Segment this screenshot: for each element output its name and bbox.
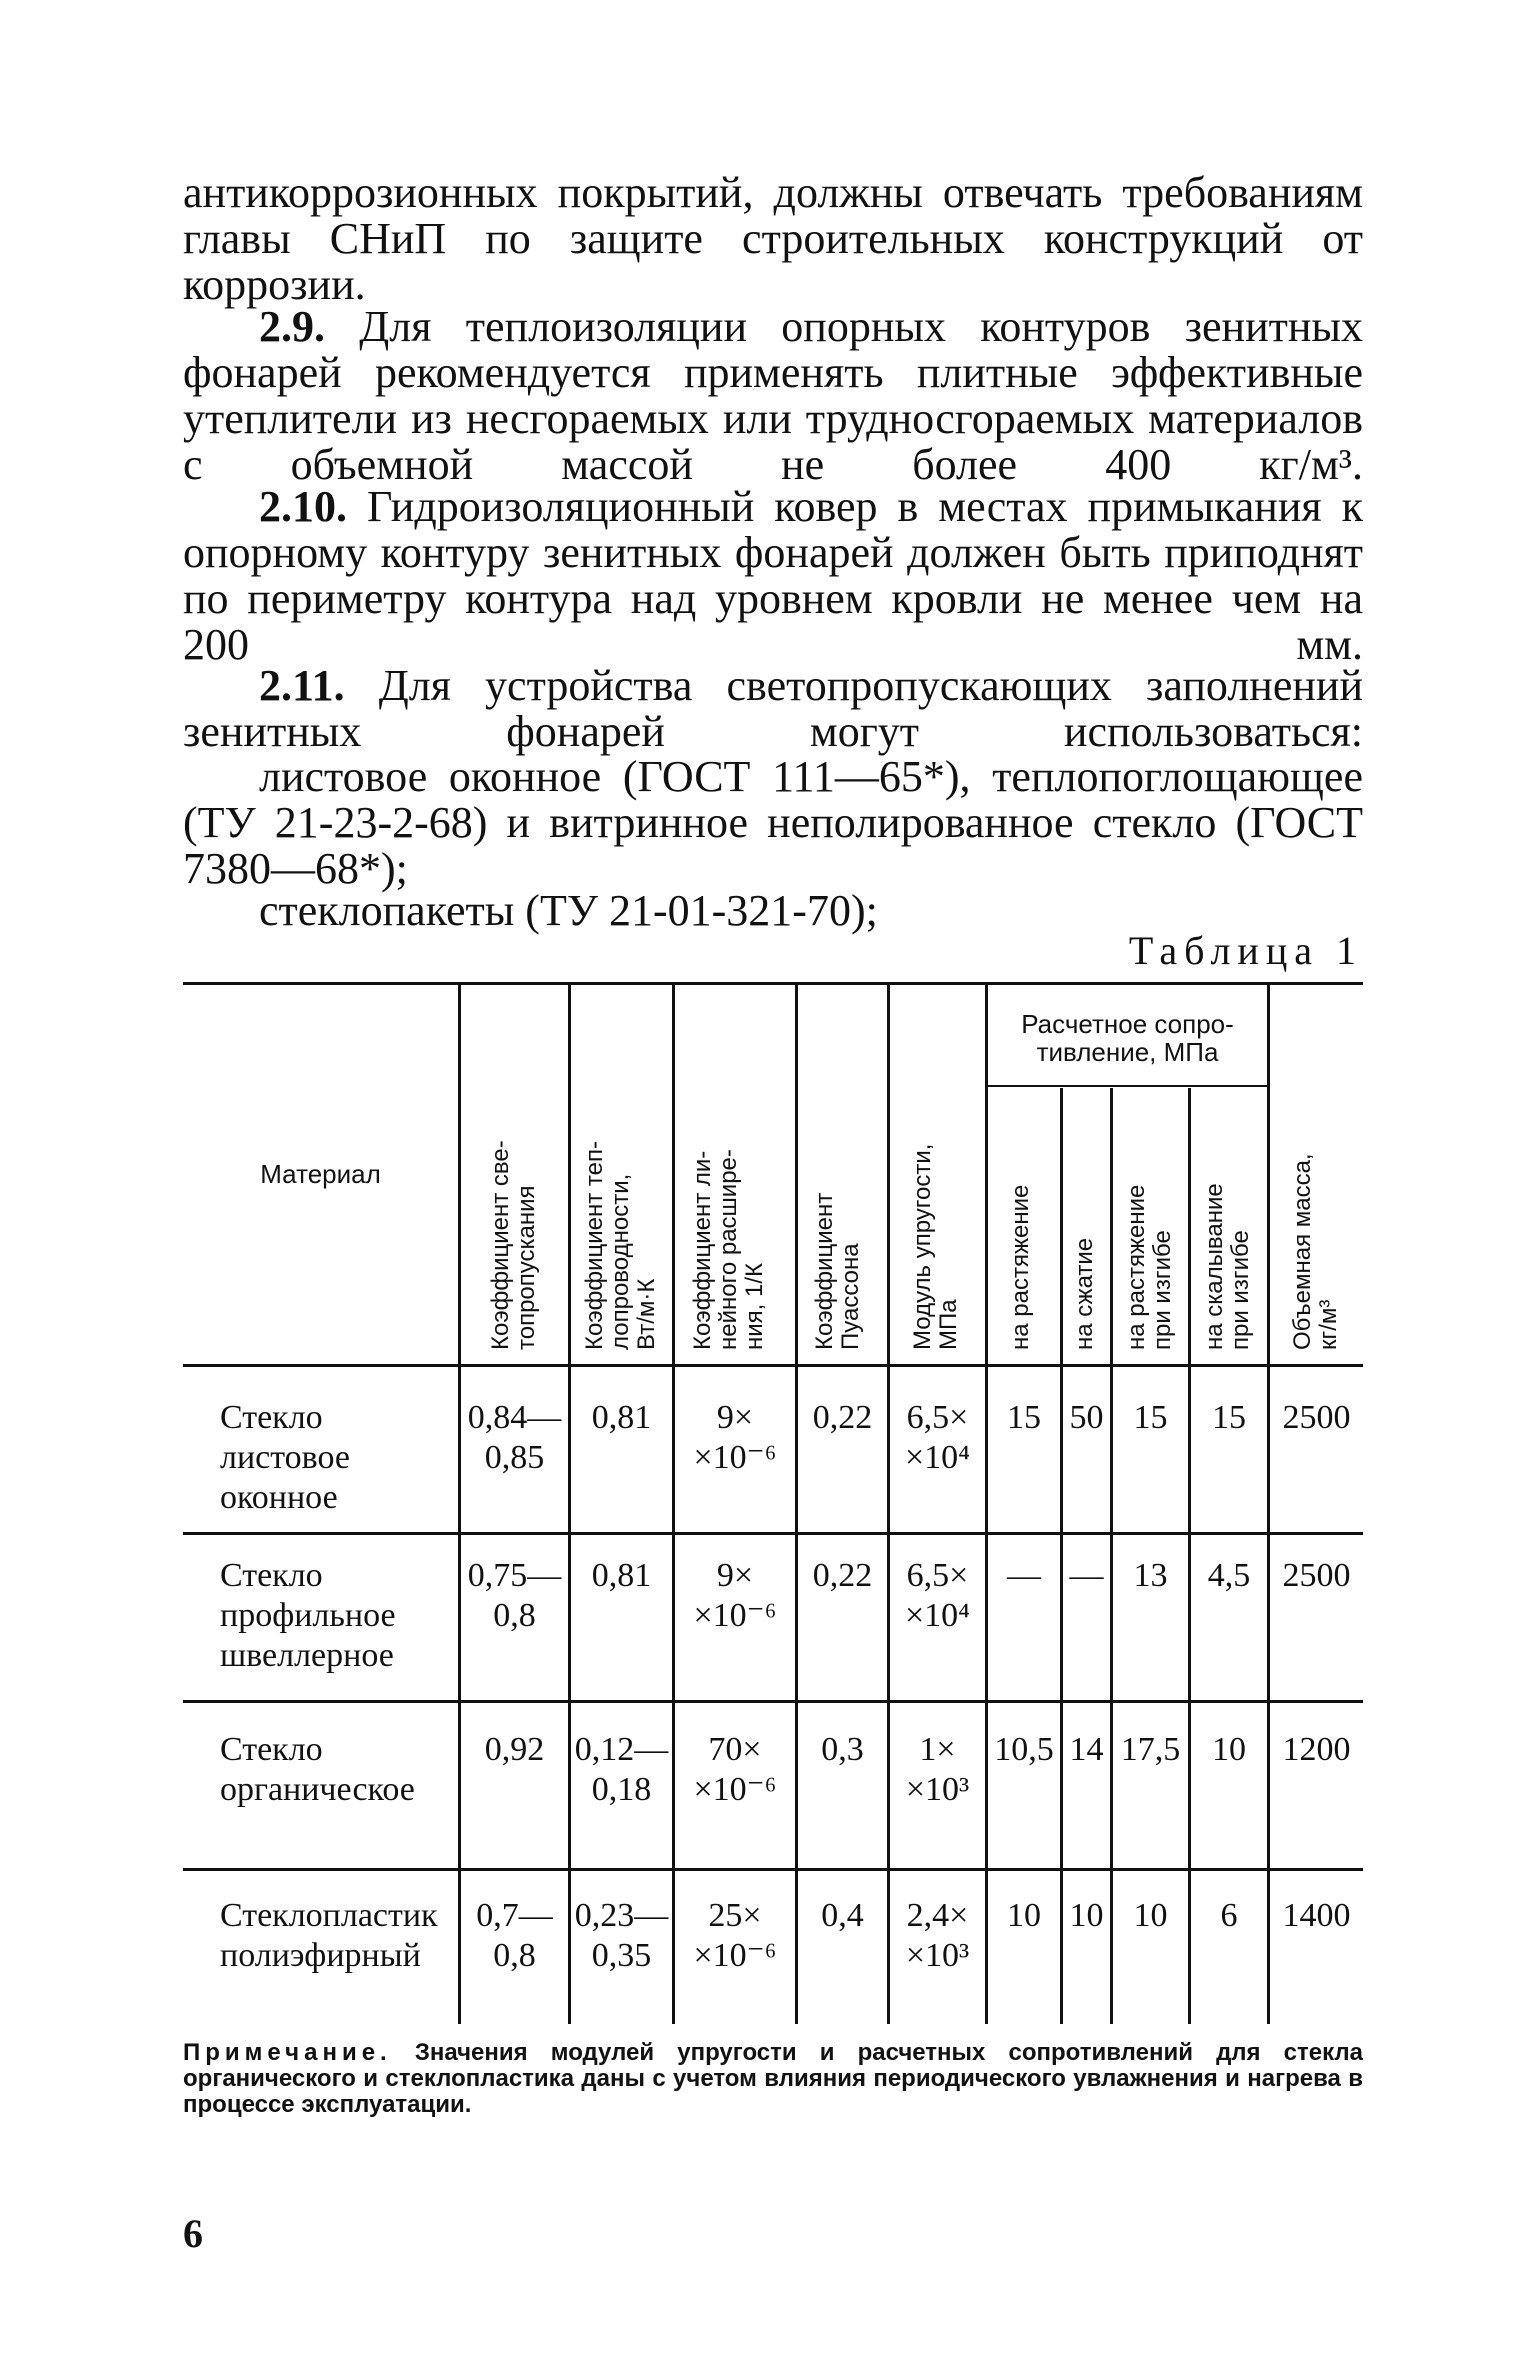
cell-material: Стекло органическое [220, 1731, 415, 1808]
cell-density: 2500 [1282, 1557, 1351, 1594]
header-linear-expansion: Коэффициент ли- нейного расшире- ния, 1/К [689, 1149, 768, 1350]
clause-number: 2.9. [259, 302, 325, 351]
header-tension: на растяжение [1007, 1184, 1034, 1350]
cell-tension-bend: 15 [1133, 1399, 1168, 1436]
header-shear-bend: на скалывание при изгибе [1201, 1183, 1254, 1350]
table-note [183, 2040, 1363, 2118]
cell-density: 2500 [1282, 1399, 1351, 1436]
cell-modulus: 6,5× ×10⁴ [904, 1557, 971, 1634]
paragraph-glass-list: листовое оконное (ГОСТ 111—65*), теплопоглощающее (ТУ 21-23-2-68) и витринное неполированное стекло (ГОСТ 7380—68*); [183, 752, 1363, 893]
cell-light: 0,92 [484, 1731, 545, 1768]
page-number: 6 [183, 2211, 203, 2256]
cell-modulus: 6,5× ×10⁴ [904, 1399, 971, 1476]
clause-number: 2.11. [259, 661, 345, 710]
header-material: Материал [260, 1159, 381, 1189]
cell-thermal: 0,81 [591, 1557, 652, 1594]
header-compression: на сжатие [1071, 1237, 1098, 1350]
header-modulus: Модуль упругости, МПа [909, 1143, 962, 1350]
cell-density: 1200 [1282, 1731, 1351, 1768]
paragraph-2-10 [183, 484, 1363, 668]
cell-shear-bend: 15 [1212, 1399, 1246, 1436]
cell-material: Стекло профильное швеллерное [220, 1557, 396, 1674]
paragraph-intro: антикоррозионных покрытий, должны отвечать требованиям главы СНиП по защите строительных конструкций от коррозии. [183, 168, 1363, 309]
note-lead: Примечание. [183, 2039, 392, 2066]
cell-material: Стеклопластик полиэфирный [220, 1897, 438, 1974]
cell-tension: 10 [1007, 1897, 1041, 1934]
cell-tension-bend: 17,5 [1120, 1731, 1181, 1768]
cell-thermal: 0,12— 0,18 [574, 1731, 669, 1808]
header-tension-bend: на растяжение при изгибе [1123, 1184, 1176, 1350]
clause-text: Для теплоизоляции опорных контуров зенитных фонарей рекомендуется применять плитные эффективные утеплители из несгораемых или трудносгораемых материалов с объемной массой не более 400 кг/м³. [183, 302, 1363, 489]
cell-tension: — [1007, 1557, 1041, 1594]
cell-poisson: 0,22 [812, 1399, 873, 1436]
note-text: Значения модулей упругости и расчетных сопротивлений для стекла органического и стеклопластика даны с учетом влияния периодического увлажнения и нагрева в процессе эксплуатации. [183, 2039, 1363, 2118]
paragraph-2-9 [183, 304, 1363, 488]
header-resistance-group: Расчетное сопро- тивление, МПа [1021, 1009, 1234, 1067]
clause-text: Гидроизоляционный ковер в местах примыкания к опорному контуру зенитных фонарей должен быть приподнят по периметру контура над уровнем кровли не менее чем на 200 мм. [183, 482, 1364, 669]
paragraph-2-11 [183, 663, 1363, 755]
cell-expansion: 25× ×10⁻⁶ [693, 1897, 777, 1974]
cell-density: 1400 [1282, 1897, 1351, 1934]
cell-modulus: 1× ×10³ [905, 1731, 970, 1808]
paragraph-glass-units: стеклопакеты (ТУ 21-01-321-70); [259, 886, 878, 935]
cell-expansion: 9× ×10⁻⁶ [693, 1557, 777, 1634]
cell-light: 0,75— 0,8 [467, 1557, 562, 1634]
cell-compression: 10 [1069, 1897, 1104, 1934]
header-thermal-conductivity: Коэффициент теп- лопроводности, Вт/м·К [581, 1141, 660, 1350]
cell-poisson: 0,4 [821, 1897, 864, 1934]
cell-tension: 10,5 [994, 1731, 1054, 1768]
cell-light: 0,84— 0,85 [467, 1399, 562, 1476]
clause-number: 2.10. [259, 482, 347, 531]
header-poisson: Коэффициент Пуассона [811, 1192, 864, 1350]
cell-light: 0,7— 0,8 [476, 1897, 553, 1974]
cell-modulus: 2,4× ×10³ [905, 1897, 970, 1974]
cell-expansion: 70× ×10⁻⁶ [693, 1731, 777, 1808]
cell-compression: 14 [1069, 1731, 1104, 1768]
cell-tension-bend: 10 [1133, 1897, 1168, 1934]
cell-compression: 50 [1069, 1399, 1104, 1436]
cell-shear-bend: 4,5 [1207, 1557, 1251, 1594]
cell-thermal: 0,23— 0,35 [574, 1897, 669, 1974]
cell-shear-bend: 6 [1220, 1897, 1238, 1934]
cell-shear-bend: 10 [1212, 1731, 1246, 1768]
cell-compression: — [1069, 1557, 1104, 1594]
cell-material: Стекло листовое оконное [220, 1399, 350, 1516]
cell-poisson: 0,3 [821, 1731, 864, 1768]
cell-thermal: 0,81 [591, 1399, 652, 1436]
header-density: Объемная масса, кг/м³ [1289, 1153, 1342, 1350]
cell-poisson: 0,22 [812, 1557, 873, 1594]
cell-tension-bend: 13 [1133, 1557, 1168, 1594]
cell-tension: 15 [1007, 1399, 1041, 1436]
clause-text: Для устройства светопропускающих заполнений зенитных фонарей могут использоваться: [183, 661, 1364, 756]
cell-expansion: 9× ×10⁻⁶ [693, 1399, 777, 1476]
table-caption: Таблица 1 [1128, 928, 1363, 973]
header-light-transmission: Коэффициент све- топропускания [487, 1140, 540, 1350]
